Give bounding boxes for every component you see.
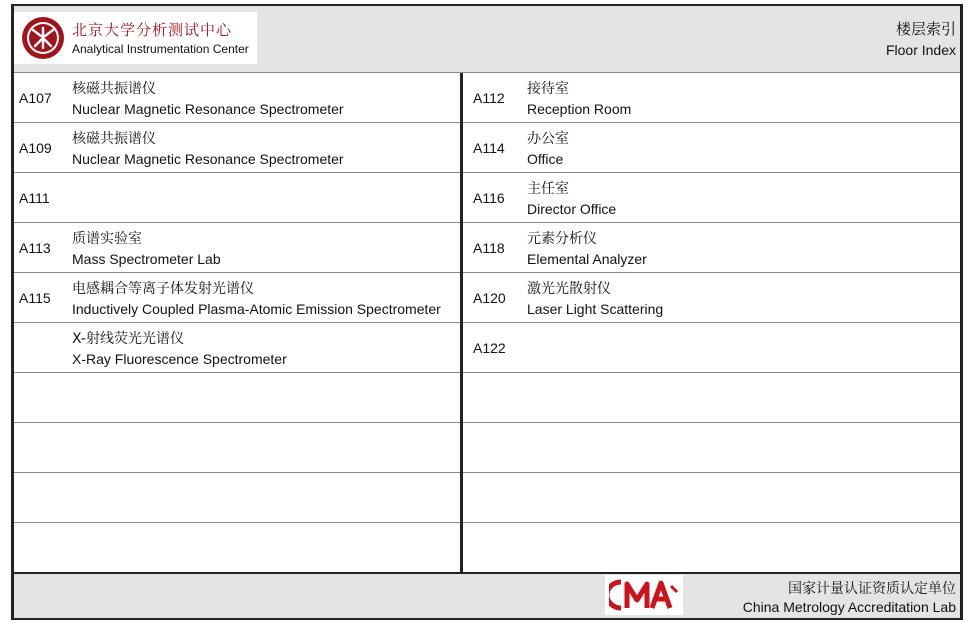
frame-right [960,4,963,620]
cma-logo-icon [609,578,679,612]
room-number: A120 [473,290,506,306]
room-row [463,73,960,123]
room-number: A115 [19,290,51,306]
room-row [463,523,960,573]
room-row [463,123,960,173]
room-name-en: Mass Spectrometer Lab [72,251,221,267]
pku-seal-icon [21,16,65,60]
room-name-cn: 质谱实验室 [72,231,142,247]
certification-en: China Metrology Accreditation Lab [742,599,956,615]
room-number: A109 [19,140,52,156]
room-row [14,323,460,373]
room-name-en: Nuclear Magnetic Resonance Spectrometer [72,151,344,167]
room-row [463,323,960,373]
room-name-en: Inductively Coupled Plasma-Atomic Emission Spectrometer [72,301,441,317]
room-name-cn: 电感耦合等离子体发射光谱仪 [72,281,254,297]
room-row [463,273,960,323]
room-number: A114 [473,140,505,156]
certification-cn: 国家计量认证资质认定单位 [788,581,956,597]
room-name-en: Office [527,151,564,167]
room-name-en: Director Office [527,201,617,217]
room-number: A122 [473,340,506,356]
room-name-cn: 主任室 [527,181,569,197]
room-name-cn: 接待室 [527,81,569,97]
room-name-en: Reception Room [527,101,632,117]
room-name-cn: 核磁共振谱仪 [72,81,156,97]
room-number: A107 [19,90,52,106]
room-name-cn: 办公室 [527,131,569,147]
room-name-cn: 激光光散射仪 [527,281,611,297]
room-number: A112 [473,90,505,106]
room-number: A118 [473,240,505,256]
room-directory [14,73,960,573]
left-room-column [14,73,460,573]
room-row [14,223,460,273]
org-name-cn: 北京大学分析测试中心 [72,21,233,39]
room-row [14,423,460,473]
room-number: A111 [19,190,50,206]
room-row [14,373,460,423]
room-row [463,173,960,223]
room-row [14,123,460,173]
room-row [14,523,460,573]
room-name-en: Laser Light Scattering [527,301,664,317]
room-row [14,473,460,523]
room-row [463,223,960,273]
room-name-cn: 核磁共振谱仪 [72,131,156,147]
frame-bottom [11,618,963,620]
room-name-cn: X-射线荧光光谱仪 [72,331,184,347]
room-row [463,473,960,523]
room-row [14,73,460,123]
room-row [14,173,460,223]
org-name-en: Analytical Instrumentation Center [72,42,249,56]
right-room-column [463,73,960,573]
room-row [14,273,460,323]
room-number: A116 [473,190,505,206]
room-number: A113 [19,240,51,256]
room-row [463,373,960,423]
room-name-cn: 元素分析仪 [527,231,597,247]
room-row [463,423,960,473]
room-name-en: Elemental Analyzer [527,251,647,267]
room-name-en: X-Ray Fluorescence Spectrometer [72,351,287,367]
floor-index-title-cn: 楼层索引 [895,20,956,38]
floor-index-title-en: Floor Index [885,42,956,58]
room-name-en: Nuclear Magnetic Resonance Spectrometer [72,101,344,117]
